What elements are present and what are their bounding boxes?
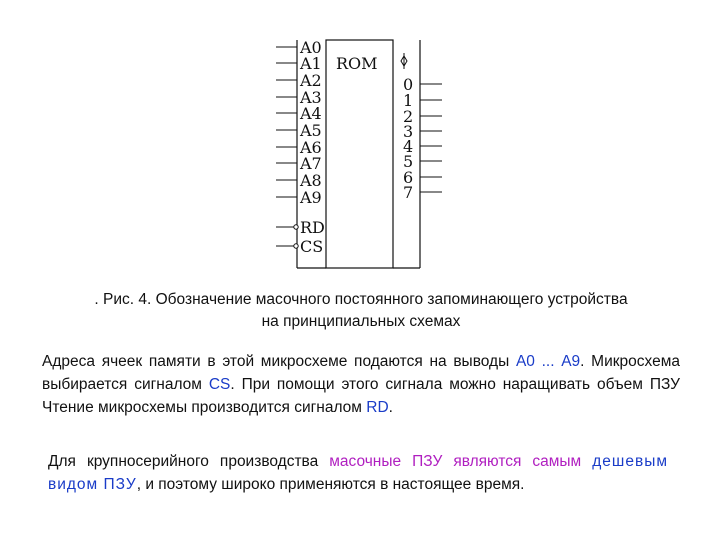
chip-body: [326, 40, 393, 268]
p2-highlight-1: масочные ПЗУ являются самым: [329, 453, 582, 470]
data-pins: [403, 75, 442, 202]
pin-a9: A9: [300, 188, 322, 207]
pin-a0: A0: [300, 38, 322, 57]
p1-address-range: А0 ... А9: [515, 353, 581, 370]
pin-a7: A7: [300, 154, 322, 173]
caption-line-1: . Рис. 4. Обозначение масочного постоянного запоминающего устройства: [94, 291, 628, 308]
p1-text-3: . При помощи этого сигнала можно наращивать объем ПЗУ Чтение микросхемы производится сигналом: [42, 376, 680, 416]
pin-a1: A1: [300, 54, 322, 73]
p2-text-2: , и поэтому широко применяются в настоящее время.: [136, 476, 525, 493]
control-pins: [276, 218, 325, 256]
programmable-marker-icon: [401, 53, 407, 69]
inversion-circle: [294, 244, 298, 248]
p1-text-1: Адреса ячеек памяти в этой микросхеме подаются на выводы: [42, 353, 516, 370]
address-pins: [276, 38, 322, 207]
chip-label: ROM: [336, 54, 378, 73]
p1-text-2: . Микросхема выбирается сигналом: [42, 353, 680, 393]
inversion-circle: [294, 225, 298, 229]
pin-cs: CS: [300, 237, 324, 256]
pin-a8: A8: [300, 171, 322, 190]
pin-rd: RD: [300, 218, 325, 237]
pin-a4: A4: [300, 104, 322, 123]
pin-d2: 2: [403, 107, 414, 126]
p1-cs-signal: CS: [208, 376, 231, 393]
p1-rd-signal: RD: [366, 399, 389, 416]
pin-d6: 6: [403, 168, 414, 187]
pin-a3: A3: [300, 88, 322, 107]
pin-d0: 0: [403, 75, 414, 94]
p2-text-1: Для крупносерийного производства: [48, 453, 330, 470]
caption-line-2: на принципиальных схемах: [261, 313, 461, 330]
paragraph-mask-rom: [48, 450, 668, 496]
p2-highlight-2: дешевым видом ПЗУ: [48, 453, 668, 493]
paragraph-address: [42, 350, 680, 419]
pin-d1: 1: [403, 91, 414, 110]
pin-d3: 3: [403, 122, 414, 141]
figure-caption: [36, 289, 686, 333]
pin-d4: 4: [403, 137, 414, 156]
pin-d7: 7: [403, 183, 414, 202]
pin-a6: A6: [300, 138, 322, 157]
pin-a2: A2: [300, 71, 322, 90]
pin-a5: A5: [300, 121, 322, 140]
pin-d5: 5: [403, 152, 414, 171]
p1-text-4: .: [388, 399, 393, 416]
